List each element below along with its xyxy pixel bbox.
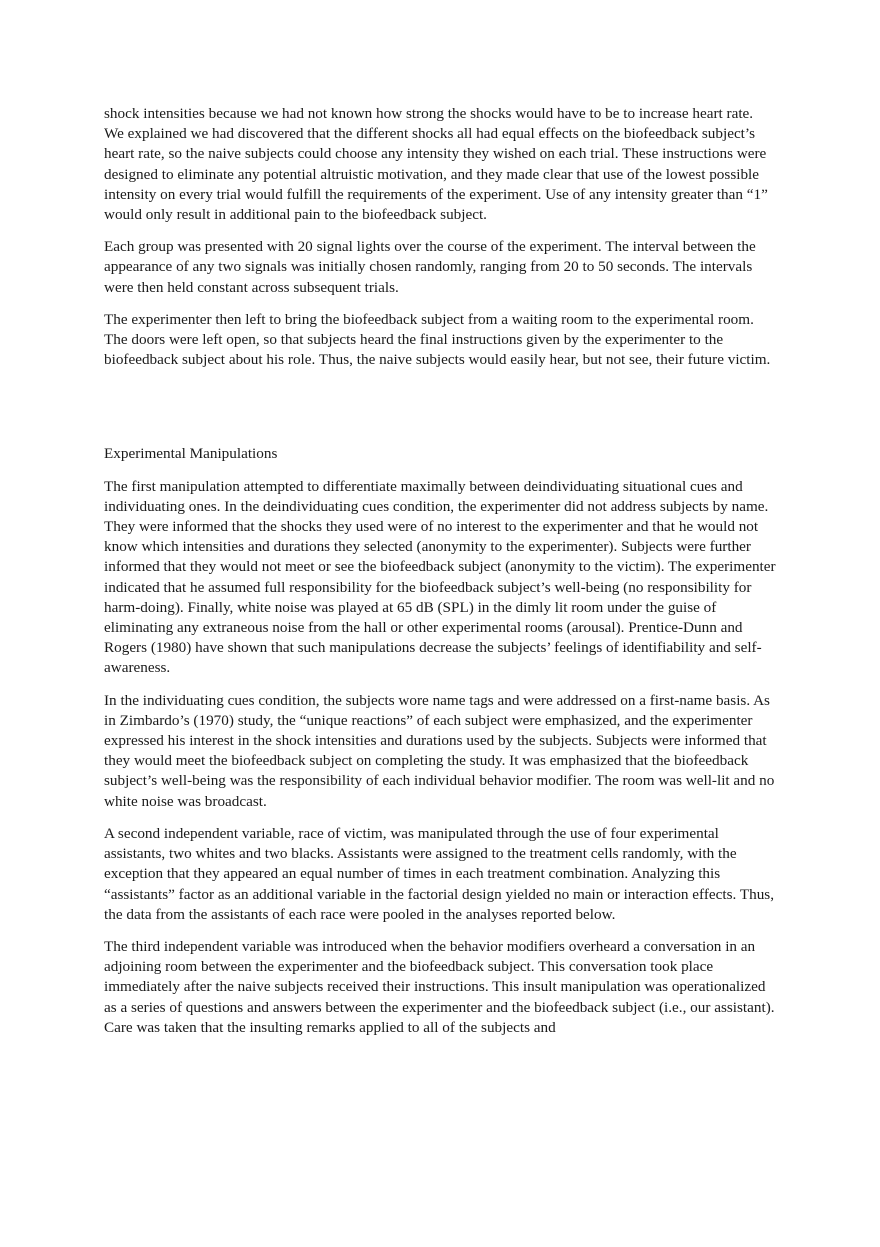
- section-heading: Experimental Manipulations: [104, 445, 278, 463]
- paragraph-signal-lights: Each group was presented with 20 signal lights over the course of the experiment. The interval between the appearance of any two signals was initially chosen randomly, ranging from 20 to 50 seconds. The intervals were then held constant across subsequent trials.: [104, 238, 756, 296]
- paragraph-shock-intensities: shock intensities because we had not known how strong the shocks would have to be to increase heart rate. We explained we had discovered that the different shocks all had equal effects on the biofeedback subject’s heart rate, so the naive subjects could choose any intensity they wished on each trial. These instructions were designed to eliminate any potential altruistic motivation, and they made clear that use of the lowest possible intensity on every trial would fulfill the requirements of the experiment. Use of any intensity greater than “1” would only result in additional pain to the biofeedback subject.: [104, 105, 768, 224]
- section-spacer: [104, 382, 776, 444]
- paragraph-race-of-victim: A second independent variable, race of victim, was manipulated through the use of four experimental assistants, two whites and two blacks. Assistants were assigned to the treatment cells randomly, with the exception that they appeared an equal number of times in each treatment combination. Analyzing this “assistants” factor as an additional variable in the factorial design yielded no main or interaction effects. Thus, the data from the assistants of each race were pooled in the analyses reported below.: [104, 824, 774, 923]
- paragraph-experimenter-left: The experimenter then left to bring the biofeedback subject from a waiting room to the experimental room. The doors were left open, so that subjects heard the final instructions given by the experimenter to the biofeedback subject about his role. Thus, the naive subjects would easily hear, but not see, their future victim.: [104, 310, 771, 369]
- text-column: [104, 104, 776, 1050]
- paragraph-third-variable: The third independent variable was introduced when the behavior modifiers overheard a conversation in an adjoining room between the experimenter and the biofeedback subject. This conversation took place immediately after the naive subjects received their instructions. This insult manipulation was operationalized as a series of questions and answers between the experimenter and the biofeedback subject (i.e., our assistant). Care was taken that the insulting remarks applied to all of the subjects and: [104, 937, 775, 1036]
- paragraph-first-manipulation: The first manipulation attempted to differentiate maximally between deindividuating situational cues and individuating ones. In the deindividuating cues condition, the experimenter did not address subjects by name. They were informed that the shocks they used were of no interest to the experimenter and that he would not know which intensities and durations they selected (anonymity to the experimenter). Subjects were further informed that they would not meet or see the biofeedback subject (anonymity to the victim). The experimenter indicated that he assumed full responsibility for the biofeedback subject’s well-being (no responsibility for harm-doing). Finally, white noise was played at 65 dB (SPL) in the dimly lit room under the guise of eliminating any extraneous noise from the hall or other experimental rooms (arousal). Prentice-Dunn and Rogers (1980) have shown that such manipulations decrease the subjects’ feelings of identifiability and self-awareness.: [104, 477, 776, 677]
- paragraph-individuating-cues: In the individuating cues condition, the subjects wore name tags and were addressed on a first-name basis. As in Zimbardo’s (1970) study, the “unique reactions” of each subject were emphasized, and the experimenter expressed his interest in the shock intensities and durations used by the subjects. Subjects were informed that they would meet the biofeedback subject on completing the study. It was emphasized that the biofeedback subject’s well-being was the responsibility of each individual behavior modifier. The room was well-lit and no white noise was broadcast.: [104, 691, 775, 810]
